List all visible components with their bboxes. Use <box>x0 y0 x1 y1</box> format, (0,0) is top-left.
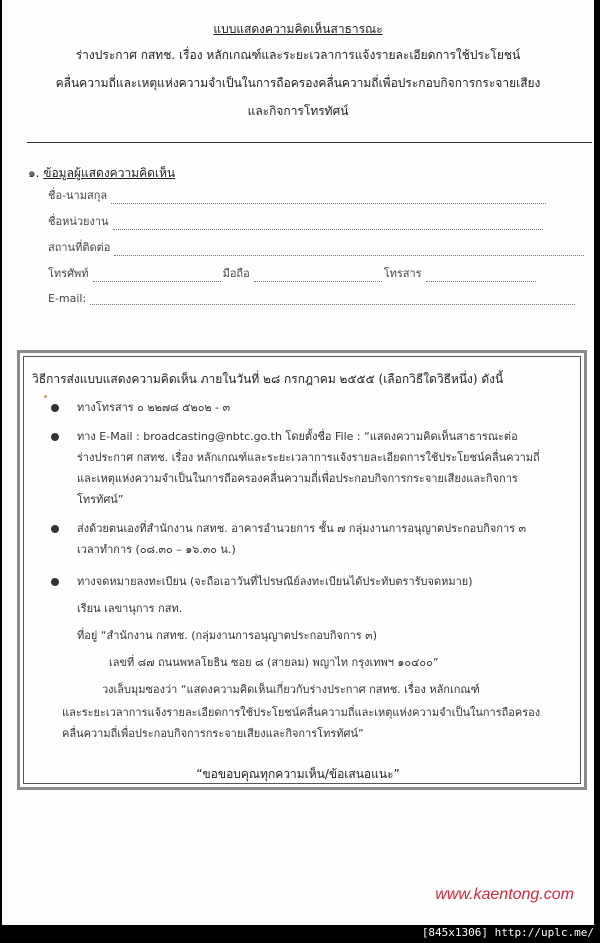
email-field[interactable] <box>48 292 575 305</box>
method-mail-address-1: ที่อยู่ “สำนักงาน กสทช. (กลุ่มงานการอนุญาตประกอบกิจการ ๓) <box>77 629 377 642</box>
document-page <box>2 0 594 925</box>
phone-label: โทรศัพท์ <box>48 267 89 280</box>
email-label: E-mail: <box>48 292 87 305</box>
divider <box>27 142 592 143</box>
bullet-icon <box>51 578 59 586</box>
name-field[interactable] <box>48 186 546 204</box>
bullet-icon <box>51 525 59 533</box>
section-number: ๑. <box>28 166 40 180</box>
method-mail-envelope-2: และระยะเวลาการแจ้งรายละเอียดการใช้ประโยชน์คลื่นความถี่และเหตุแห่งความจำเป็นในการถือครอง <box>62 706 541 719</box>
section-heading <box>28 164 175 183</box>
section-title: ข้อมูลผู้แสดงความคิดเห็น <box>43 166 176 180</box>
address-input-line[interactable] <box>114 244 584 256</box>
fax-input-line[interactable] <box>426 270 536 282</box>
phone-input-line[interactable] <box>93 270 221 282</box>
method-mail-address-2: เลขที่ ๘๗ ถนนพหลโยธิน ซอย ๘ (สายลม) พญาไท กรุงเทพฯ ๑๐๔๐๐” <box>109 656 439 669</box>
organization-label: ชื่อหน่วยงาน <box>48 215 109 228</box>
methods-title: วิธีการส่งแบบแสดงความคิดเห็น ภายในวันที่ ๒๘ กรกฎาคม ๒๕๕๕ (เลือกวิธีใดวิธีหนึ่ง) ดังนี้ <box>32 372 504 386</box>
method-inperson-line-2: เวลาทำการ (๐๘.๓๐ – ๑๖.๓๐ น.) <box>77 543 236 556</box>
method-mail-envelope-3: คลื่นความถี่เพื่อประกอบกิจการกระจายเสียงและกิจการโทรทัศน์” <box>62 727 364 740</box>
method-email-line-4: โทรทัศน์” <box>77 493 124 506</box>
method-inperson-line-1: ส่งด้วยตนเองที่สำนักงาน กสทช. อาคารอำนวยการ ชั้น ๗ กลุ่มงานการอนุญาตประกอบกิจการ ๓ <box>77 522 527 535</box>
thanks-note: “ขอขอบคุณทุกความเห็น/ข้อเสนอแนะ” <box>196 767 400 781</box>
mobile-label: มือถือ <box>222 267 250 280</box>
image-footer: [845x1306] http://uplc.me/ <box>421 926 594 939</box>
subtitle-line-3: และกิจการโทรทัศน์ <box>247 104 349 118</box>
method-email-line-2: ร่างประกาศ กสทช. เรื่อง หลักเกณฑ์และระยะเวลาการแจ้งรายละเอียดการใช้ประโยชน์คลื่นความถี่ <box>77 451 540 464</box>
address-field[interactable] <box>48 238 584 256</box>
name-input-line[interactable] <box>111 192 546 204</box>
phone-field[interactable] <box>48 264 536 282</box>
method-email-line-3: และเหตุแห่งความจำเป็นในการถือครองคลื่นความถี่เพื่อประกอบกิจการกระจายเสียงและกิจการ <box>77 472 518 485</box>
method-mail-line-1: ทางจดหมายลงทะเบียน (จะถือเอาวันที่ไปรษณีย์ลงทะเบียนได้ประทับตรารับจดหมาย) <box>77 575 473 588</box>
watermark-link[interactable]: www.kaentong.com <box>435 886 574 903</box>
scan-speck <box>44 395 47 398</box>
bullet-icon <box>51 404 59 412</box>
fax-label: โทรสาร <box>383 267 422 280</box>
method-mail-recipient: เรียน เลขานุการ กสท. <box>77 602 183 615</box>
organization-field[interactable] <box>48 212 543 230</box>
method-email-line-1: ทาง E-Mail : broadcasting@nbtc.go.th โดยตั้งชื่อ File : “แสดงความคิดเห็นสาธารณะต่อ <box>77 430 518 443</box>
document-title: แบบแสดงความคิดเห็นสาธารณะ <box>213 22 383 36</box>
mobile-input-line[interactable] <box>254 270 382 282</box>
method-mail-envelope-1: วงเล็บมุมซองว่า “แสดงความคิดเห็นเกี่ยวกับร่างประกาศ กสทช. เรื่อง หลักเกณฑ์ <box>102 683 480 696</box>
bullet-icon <box>51 433 59 441</box>
email-input-line[interactable] <box>90 293 575 305</box>
address-label: สถานที่ติดต่อ <box>48 241 111 254</box>
subtitle-line-2: คลื่นความถี่และเหตุแห่งความจำเป็นในการถือครองคลื่นความถี่เพื่อประกอบกิจการกระจายเสียง <box>55 76 541 90</box>
name-label: ชื่อ-นามสกุล <box>48 189 108 202</box>
method-fax: ทางโทรสาร ๐ ๒๒๗๘ ๕๒๐๒ - ๓ <box>77 401 231 414</box>
subtitle-line-1: ร่างประกาศ กสทช. เรื่อง หลักเกณฑ์และระยะเวลาการแจ้งรายละเอียดการใช้ประโยชน์ <box>75 48 521 62</box>
organization-input-line[interactable] <box>113 218 543 230</box>
